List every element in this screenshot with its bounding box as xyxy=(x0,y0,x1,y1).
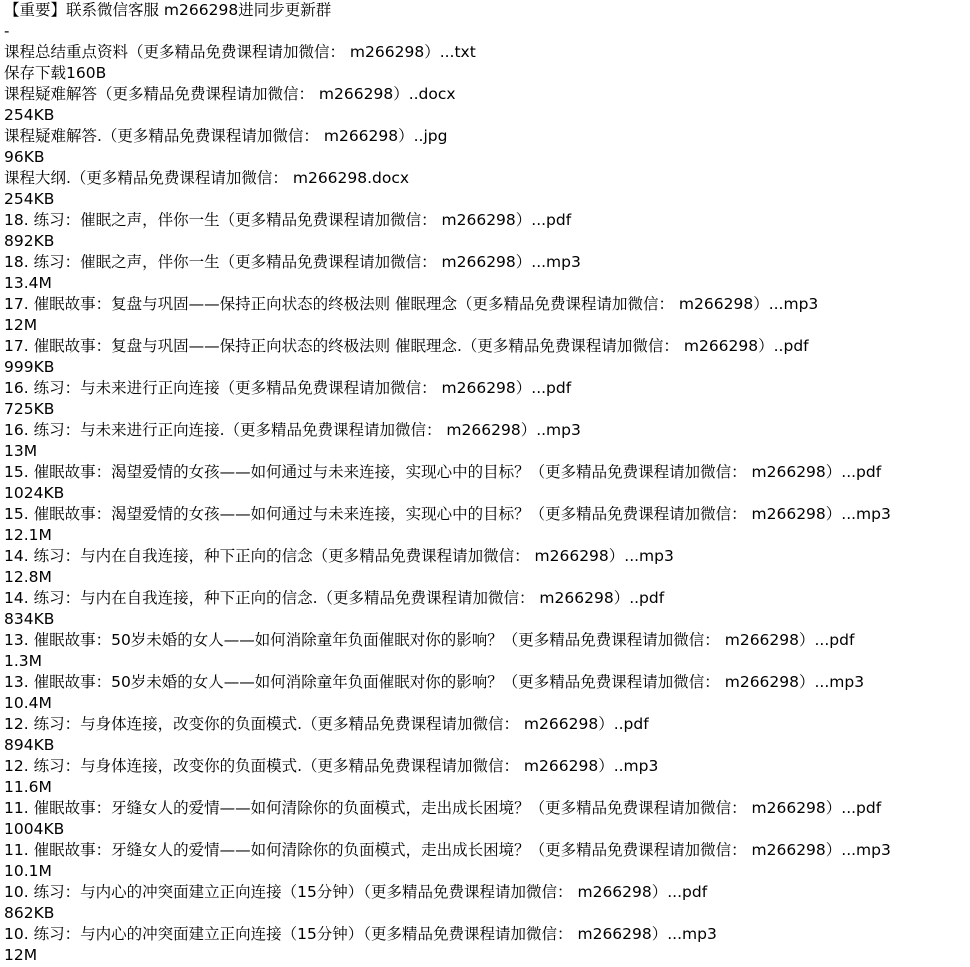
file-list xyxy=(4,42,970,966)
list-item xyxy=(4,336,970,378)
list-item xyxy=(4,840,970,882)
list-item xyxy=(4,252,970,294)
file-size: 254KB xyxy=(4,106,55,124)
file-size: 894KB xyxy=(4,736,55,754)
file-size: 12.1M xyxy=(4,526,52,544)
file-name[interactable]: 15. 催眠故事：渴望爱情的女孩——如何通过与未来连接，实现心中的目标？（更多精品免费课程请加微信： m266298）...pdf xyxy=(4,463,882,481)
list-item xyxy=(4,210,970,252)
file-name[interactable]: 17. 催眠故事：复盘与巩固——保持正向状态的终极法则 催眠理念（更多精品免费课程请加微信： m266298）...mp3 xyxy=(4,295,819,313)
file-name[interactable]: 18. 练习：催眠之声，伴你一生（更多精品免费课程请加微信： m266298）...pdf xyxy=(4,211,572,229)
file-name[interactable]: 11. 催眠故事：牙缝女人的爱情——如何清除你的负面模式，走出成长困境？（更多精品免费课程请加微信： m266298）...pdf xyxy=(4,799,882,817)
list-item xyxy=(4,504,970,546)
file-size: 834KB xyxy=(4,610,55,628)
list-item xyxy=(4,462,970,504)
file-name[interactable]: 课程疑难解答.（更多精品免费课程请加微信： m266298）..jpg xyxy=(4,127,448,145)
list-item xyxy=(4,294,970,336)
file-name[interactable]: 11. 催眠故事：牙缝女人的爱情——如何清除你的负面模式，走出成长困境？（更多精品免费课程请加微信： m266298）...mp3 xyxy=(4,841,891,859)
file-size: 999KB xyxy=(4,358,55,376)
file-size: 保存下载160B xyxy=(4,64,107,82)
file-name[interactable]: 16. 练习：与未来进行正向连接（更多精品免费课程请加微信： m266298）...pdf xyxy=(4,379,572,397)
file-size: 12.8M xyxy=(4,568,52,586)
list-item xyxy=(4,126,970,168)
file-name[interactable]: 14. 练习：与内在自我连接，种下正向的信念（更多精品免费课程请加微信： m266298）...mp3 xyxy=(4,547,674,565)
list-item xyxy=(4,756,970,798)
file-size: 10.1M xyxy=(4,862,52,880)
list-item xyxy=(4,882,970,924)
file-name[interactable]: 15. 催眠故事：渴望爱情的女孩——如何通过与未来连接，实现心中的目标？（更多精品免费课程请加微信： m266298）...mp3 xyxy=(4,505,891,523)
notice-heading: 【重要】联系微信客服 m266298进同步更新群 xyxy=(4,1,332,19)
file-size: 892KB xyxy=(4,232,55,250)
file-name[interactable]: 13. 催眠故事：50岁未婚的女人——如何消除童年负面催眠对你的影响？（更多精品免费课程请加微信： m266298）...pdf xyxy=(4,631,855,649)
file-size: 254KB xyxy=(4,190,55,208)
file-size: 1.3M xyxy=(4,652,43,670)
file-name[interactable]: 课程总结重点资料（更多精品免费课程请加微信： m266298）...txt xyxy=(4,43,476,61)
file-name[interactable]: 12. 练习：与身体连接，改变你的负面模式.（更多精品免费课程请加微信： m266298）..mp3 xyxy=(4,757,659,775)
file-size: 1004KB xyxy=(4,820,65,838)
file-name[interactable]: 10. 练习：与内心的冲突面建立正向连接（15分钟）（更多精品免费课程请加微信： m266298）...mp3 xyxy=(4,925,717,943)
list-item xyxy=(4,588,970,630)
list-item xyxy=(4,420,970,462)
file-name[interactable]: 16. 练习：与未来进行正向连接.（更多精品免费课程请加微信： m266298）..mp3 xyxy=(4,421,581,439)
file-size: 96KB xyxy=(4,148,45,166)
file-name[interactable]: 18. 练习：催眠之声，伴你一生（更多精品免费课程请加微信： m266298）...mp3 xyxy=(4,253,581,271)
list-item xyxy=(4,546,970,588)
file-size: 11.6M xyxy=(4,778,52,796)
list-item xyxy=(4,42,970,84)
list-item xyxy=(4,798,970,840)
file-size: 725KB xyxy=(4,400,55,418)
file-name[interactable]: 课程疑难解答（更多精品免费课程请加微信： m266298）..docx xyxy=(4,85,456,103)
file-name[interactable]: 课程大纲.（更多精品免费课程请加微信： m266298.docx xyxy=(4,169,410,187)
list-item xyxy=(4,630,970,672)
file-size: 862KB xyxy=(4,904,55,922)
file-size: 10.4M xyxy=(4,694,52,712)
file-size: 12M xyxy=(4,946,38,964)
list-item xyxy=(4,168,970,210)
separator: - xyxy=(4,22,10,40)
file-size: 1024KB xyxy=(4,484,65,502)
file-size: 12M xyxy=(4,316,38,334)
list-item xyxy=(4,924,970,966)
list-item xyxy=(4,714,970,756)
file-size: 13.4M xyxy=(4,274,52,292)
file-size: 13M xyxy=(4,442,38,460)
file-name[interactable]: 12. 练习：与身体连接，改变你的负面模式.（更多精品免费课程请加微信： m266298）..pdf xyxy=(4,715,649,733)
list-item xyxy=(4,84,970,126)
list-item xyxy=(4,672,970,714)
file-name[interactable]: 17. 催眠故事：复盘与巩固——保持正向状态的终极法则 催眠理念.（更多精品免费课程请加微信： m266298）..pdf xyxy=(4,337,809,355)
file-name[interactable]: 14. 练习：与内在自我连接，种下正向的信念.（更多精品免费课程请加微信： m266298）..pdf xyxy=(4,589,665,607)
file-name[interactable]: 10. 练习：与内心的冲突面建立正向连接（15分钟）（更多精品免费课程请加微信： m266298）...pdf xyxy=(4,883,708,901)
file-name[interactable]: 13. 催眠故事：50岁未婚的女人——如何消除童年负面催眠对你的影响？（更多精品免费课程请加微信： m266298）...mp3 xyxy=(4,673,865,691)
list-item xyxy=(4,378,970,420)
